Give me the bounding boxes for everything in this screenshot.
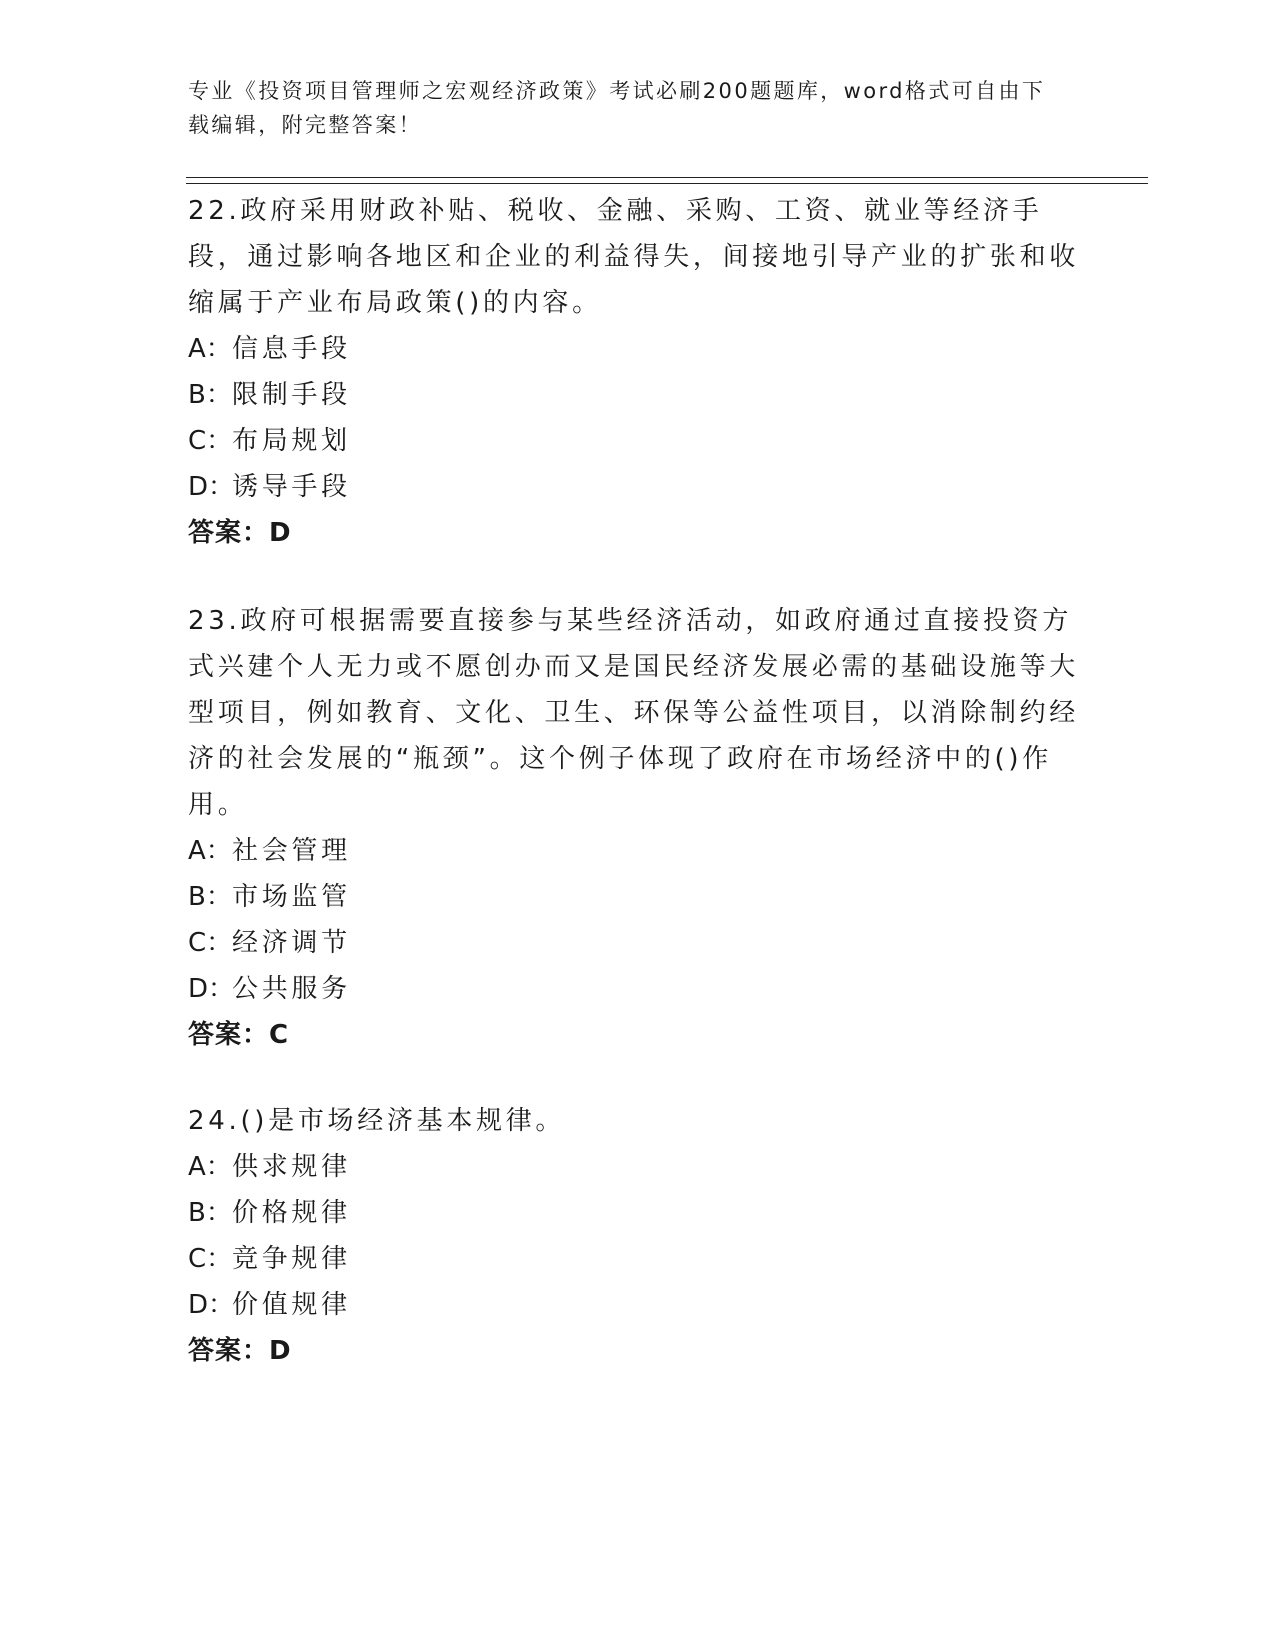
option-key: D： — [188, 1290, 235, 1320]
option-text: 诱导手段 — [232, 472, 351, 502]
option-b — [188, 1190, 1088, 1236]
option-text: 布局规划 — [232, 426, 351, 456]
option-text: 价格规律 — [232, 1198, 351, 1228]
option-key: A： — [188, 1152, 232, 1182]
answer: 答案：D — [188, 518, 292, 548]
option-b — [188, 874, 1088, 920]
option-key: D： — [188, 974, 235, 1004]
option-c — [188, 418, 1088, 464]
header-divider-top — [186, 177, 1148, 178]
option-key: A： — [188, 836, 232, 866]
option-key: C： — [188, 928, 233, 958]
option-text: 公共服务 — [232, 974, 351, 1004]
option-key: C： — [188, 426, 233, 456]
option-key: B： — [188, 882, 232, 912]
option-c — [188, 1236, 1088, 1282]
option-d — [188, 464, 1088, 510]
option-text: 供求规律 — [232, 1152, 351, 1182]
question-stem: 23.政府可根据需要直接参与某些经济活动，如政府通过直接投资方式兴建个人无力或不愿创办而又是国民经济发展必需的基础设施等大型项目，例如教育、文化、卫生、环保等公益性项目，以消除制约经济的社会发展的“瓶颈”。这个例子体现了政府在市场经济中的()作用。 — [188, 606, 1080, 820]
option-a — [188, 828, 1088, 874]
question-22 — [188, 188, 1088, 556]
header-divider-bottom — [186, 183, 1148, 184]
option-d — [188, 966, 1088, 1012]
option-key: D： — [188, 472, 235, 502]
option-a — [188, 326, 1088, 372]
option-key: C： — [188, 1244, 233, 1274]
option-key: A： — [188, 334, 232, 364]
option-text: 社会管理 — [232, 836, 351, 866]
option-b — [188, 372, 1088, 418]
answer: 答案：D — [188, 1336, 292, 1366]
answer: 答案：C — [188, 1020, 290, 1050]
option-key: B： — [188, 1198, 232, 1228]
question-23 — [188, 598, 1088, 1058]
option-text: 经济调节 — [232, 928, 351, 958]
question-stem: 24.()是市场经济基本规律。 — [188, 1106, 566, 1136]
option-a — [188, 1144, 1088, 1190]
question-24 — [188, 1098, 1088, 1374]
option-text: 竞争规律 — [232, 1244, 351, 1274]
option-key: B： — [188, 380, 232, 410]
document-header: 专业《投资项目管理师之宏观经济政策》考试必刷200题题库，word格式可自由下载编辑，附完整答案！ — [188, 79, 1046, 137]
option-text: 信息手段 — [232, 334, 351, 364]
option-text: 限制手段 — [232, 380, 351, 410]
option-d — [188, 1282, 1088, 1328]
option-text: 市场监管 — [232, 882, 351, 912]
option-c — [188, 920, 1088, 966]
option-text: 价值规律 — [232, 1290, 351, 1320]
question-stem: 22.政府采用财政补贴、税收、金融、采购、工资、就业等经济手段，通过影响各地区和企业的利益得失，间接地引导产业的扩张和收缩属于产业布局政策()的内容。 — [188, 196, 1080, 318]
